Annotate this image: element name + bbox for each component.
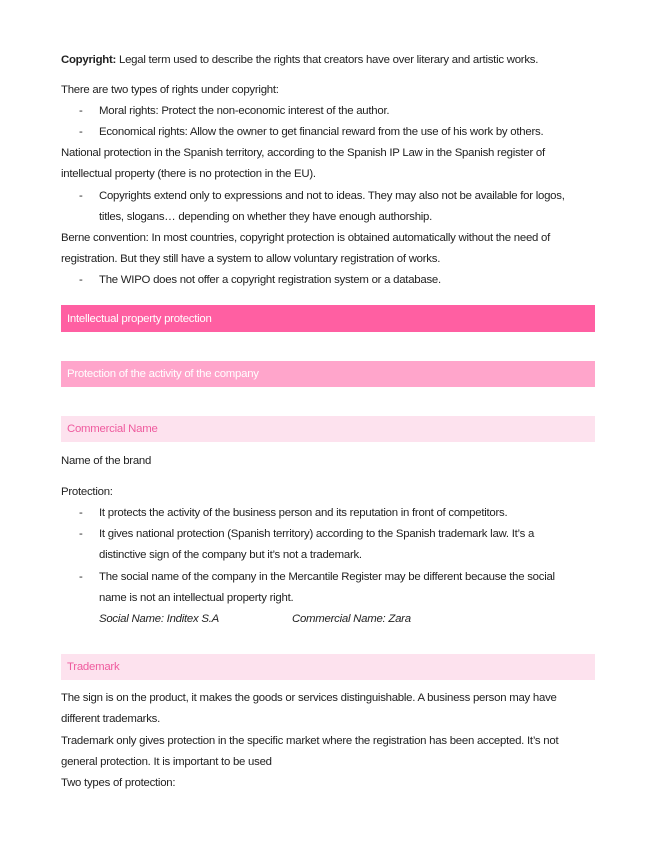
bullet-text: The WIPO does not offer a copyright registration system or a database. (99, 274, 441, 286)
heading-trademark (61, 654, 595, 680)
heading-text: Trademark (67, 661, 120, 673)
protection-label: Protection: (61, 486, 113, 498)
bullet-dash: - (79, 571, 83, 583)
trademark-line-5: Two types of protection: (61, 777, 176, 789)
berne-line-2: registration. But they still have a system to allow voluntary registration of works. (61, 253, 441, 265)
heading-text: Intellectual property protection (67, 313, 212, 325)
bullet-dash: - (79, 274, 83, 286)
bullet-text: Copyrights extend only to expressions and not to ideas. They may also not be available for logos, (99, 190, 565, 202)
bullet-dash: - (79, 528, 83, 540)
copyright-definition-text: Legal term used to describe the rights that creators have over literary and artistic works. (116, 54, 539, 66)
heading-intellectual-property (61, 305, 595, 332)
berne-line-1: Berne convention: In most countries, copyright protection is obtained automatically without the need of (61, 232, 551, 244)
heading-activity-protection (61, 361, 595, 387)
bullet-text: The social name of the company in the Mercantile Register may be different because the social (99, 571, 555, 583)
bullet-text: Economical rights: Allow the owner to get financial reward from the use of his work by others. (99, 126, 544, 138)
trademark-line-2: different trademarks. (61, 713, 161, 725)
bullet-dash: - (79, 507, 83, 519)
bullet-continuation: name is not an intellectual property right. (99, 592, 294, 604)
trademark-line-3: Trademark only gives protection in the specific market where the registration has been accepted. It’s not (61, 735, 559, 747)
national-protection-line-1: National protection in the Spanish territory, according to the Spanish IP Law in the Spanish register of (61, 147, 545, 159)
example-social-name: Social Name: Inditex S.A (99, 613, 219, 625)
trademark-line-1: The sign is on the product, it makes the goods or services distinguishable. A business person may have (61, 692, 557, 704)
trademark-line-4: general protection. It is important to be used (61, 756, 272, 768)
heading-commercial-name (61, 416, 595, 442)
heading-text: Protection of the activity of the company (67, 368, 259, 380)
example-commercial-name: Commercial Name: Zara (292, 613, 411, 625)
bullet-text: It protects the activity of the business person and its reputation in front of competitors. (99, 507, 508, 519)
bullet-dash: - (79, 105, 83, 117)
bullet-dash: - (79, 126, 83, 138)
copyright-definition (61, 53, 538, 67)
bullet-continuation: titles, slogans… depending on whether they have enough authorship. (99, 211, 433, 223)
heading-text: Commercial Name (67, 423, 158, 435)
bullet-dash: - (79, 190, 83, 202)
brand-line: Name of the brand (61, 455, 152, 467)
copyright-term: Copyright: (61, 54, 117, 66)
national-protection-line-2: intellectual property (there is no protection in the EU). (61, 168, 316, 180)
bullet-text: It gives national protection (Spanish territory) according to the Spanish trademark law. It’s a (99, 528, 535, 540)
bullet-text: Moral rights: Protect the non-economic interest of the author. (99, 105, 390, 117)
rights-intro: There are two types of rights under copyright: (61, 84, 279, 96)
bullet-continuation: distinctive sign of the company but it’s not a trademark. (99, 549, 362, 561)
